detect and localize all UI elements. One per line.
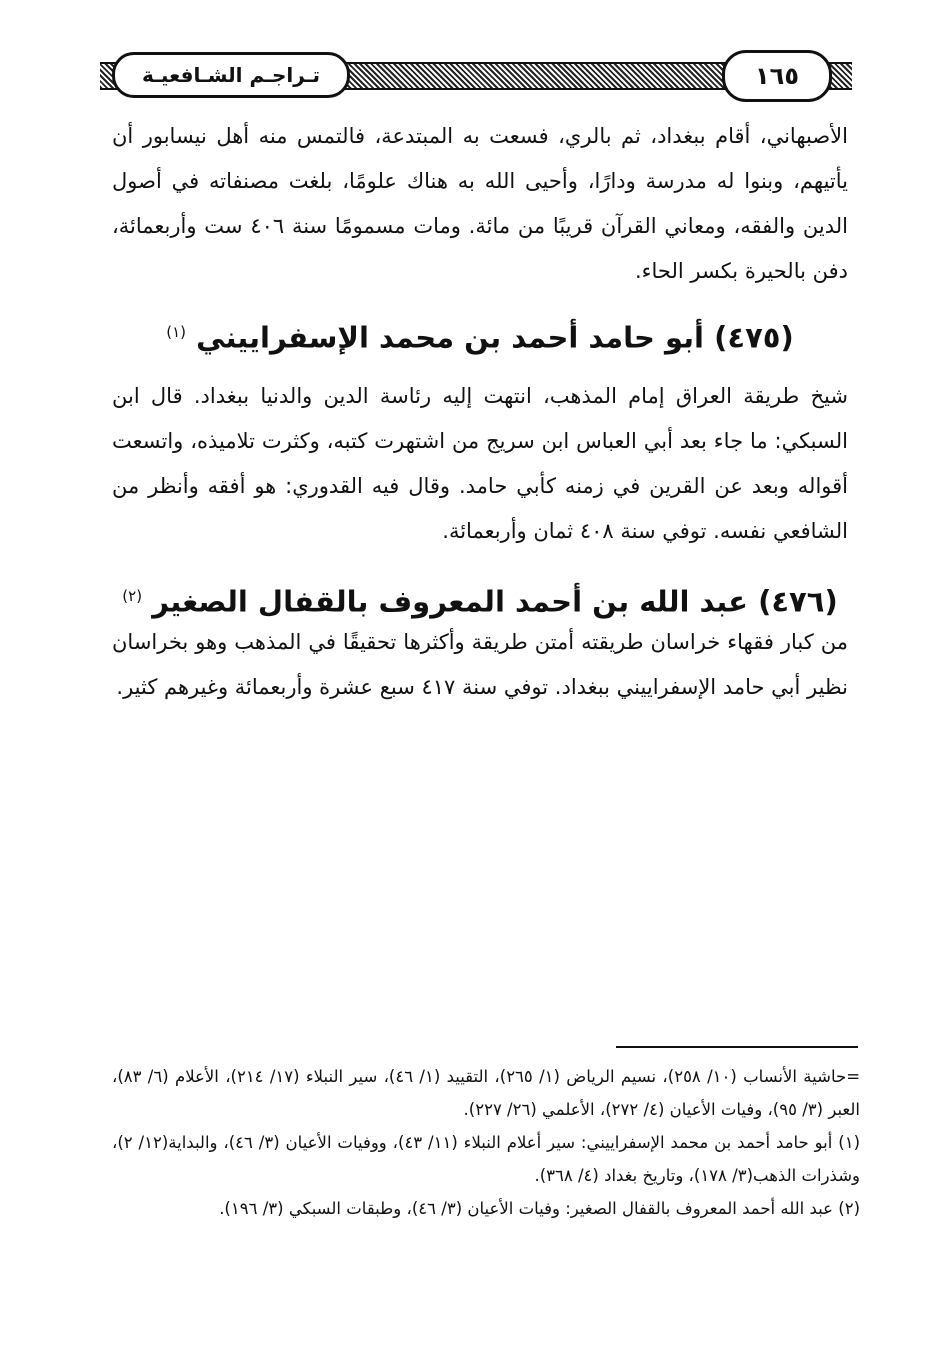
- running-title-text: تـراجـم الشـافعيـة: [141, 63, 321, 87]
- entry-number: (٤٧٥): [714, 320, 794, 355]
- footnote-ref: (١): [166, 323, 187, 341]
- page-number-text: ١٦٥: [755, 62, 799, 90]
- footnote-ref: (٢): [122, 587, 143, 605]
- entry-number: (٤٧٦): [758, 584, 838, 619]
- entry-text: من كبار فقهاء خراسان طريقته أمتن طريقة وأكثرها تحقيقًا في المذهب وهو بخراسان نظير أبي حامد الإسفراييني ببغداد. توفي سنة ٤١٧ سبع عشرة وأربعمائة وغيرهم كثير.: [112, 630, 848, 699]
- entry-paragraph-475: [112, 374, 848, 554]
- running-title: [112, 52, 350, 98]
- footnote-separator: [616, 1046, 858, 1048]
- entry-heading-475: [112, 312, 848, 358]
- footnote-2: (٢) عبد الله أحمد المعروف بالقفال الصغير: وفيات الأعيان (٣/ ٤٦)، وطبقات السبكي (٣/ ١٩٦).: [219, 1199, 860, 1218]
- page-header: [100, 50, 852, 98]
- entry-name: أبو حامد أحمد بن محمد الإسفراييني: [196, 320, 704, 355]
- page-number: [722, 50, 832, 102]
- footnote-1: (١) أبو حامد أحمد بن محمد الإسفراييني: سير أعلام النبلاء (١١/ ٤٣)، ووفيات الأعيان (٣/ ٤٦)، والبداية(١٢/ ٢)، وشذرات الذهب(٣/ ١٧٨)، وتاريخ بغداد (٤/ ٣٦٨).: [112, 1133, 860, 1185]
- footnotes: [112, 1060, 860, 1225]
- entry-name: عبد الله بن أحمد المعروف بالقفال الصغير: [152, 584, 748, 619]
- entry-text: شيخ طريقة العراق إمام المذهب، انتهت إليه رئاسة الدين والدنيا ببغداد. قال ابن السبكي: ما جاء بعد أبي العباس ابن سريج من اشتهرت كتبه، وكثرت تلاميذه، واتسعت أقواله وبعد عن القرين في زمنه كأبي حامد. وقال فيه القدوري: هو أفقه وأنظر من الشافعي نفسه. توفي سنة ٤٠٨ ثمان وأربعمائة.: [112, 384, 848, 543]
- footnote-continuation: =حاشية الأنساب (١٠/ ٢٥٨)، نسيم الرياض (١/ ٢٦٥)، التقييد (١/ ٤٦)، سير النبلاء (١٧/ ٢١٤)، الأعلام (٦/ ٨٣)، العبر (٣/ ٩٥)، وفيات الأعيان (٤/ ٢٧٢)، الأعلمي (٢٦/ ٢٢٧).: [112, 1067, 861, 1119]
- intro-paragraph: [112, 114, 848, 294]
- entry-heading-476: [112, 576, 848, 622]
- intro-text: الأصبهاني، أقام ببغداد، ثم بالري، فسعت به المبتدعة، فالتمس منه أهل نيسابور أن يأتيهم، وبنوا له مدرسة ودارًا، وأحيى الله به هناك علومًا، بلغت مصنفاته في أصول الدين والفقه، ومعاني القرآن قريبًا من مائة. ومات مسمومًا سنة ٤٠٦ ست وأربعمائة، دفن بالحيرة بكسر الحاء.: [112, 124, 848, 283]
- entry-paragraph-476: [112, 620, 848, 710]
